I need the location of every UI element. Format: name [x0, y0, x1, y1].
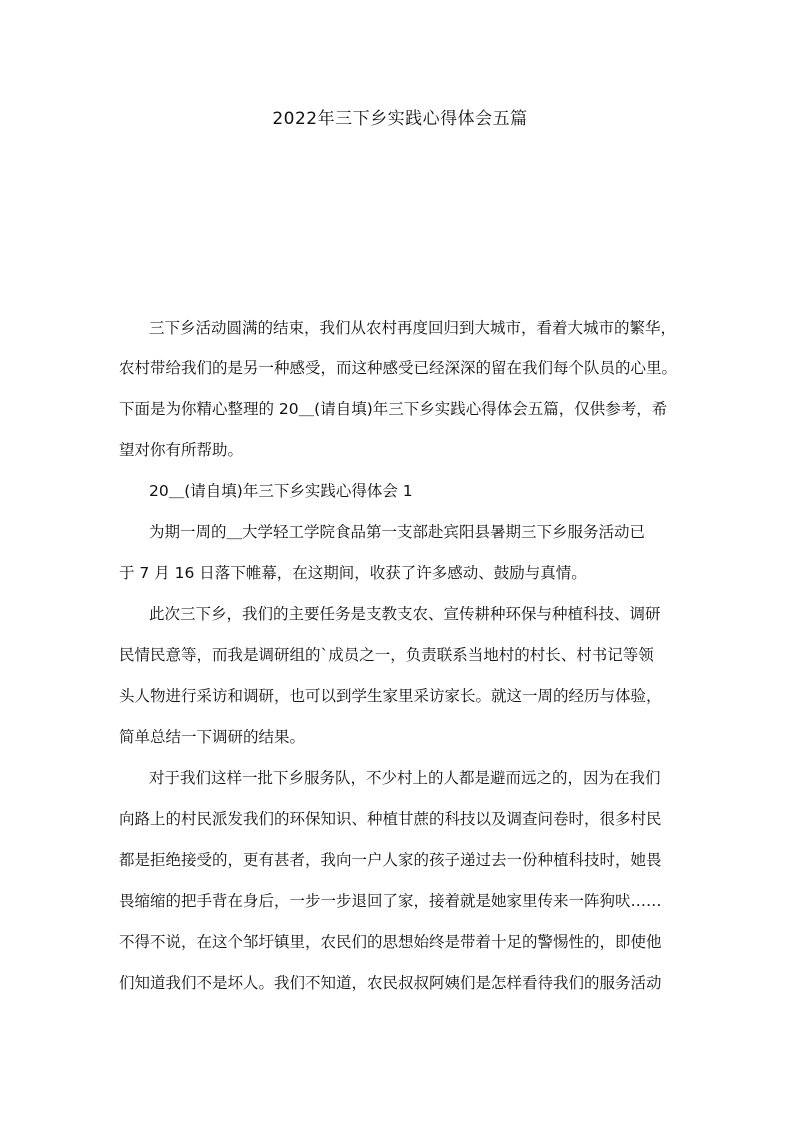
- paragraph-line: 向路上的村民派发我们的环保知识、种植甘蔗的科技以及调查问卷时，很多村民: [119, 810, 662, 828]
- paragraph-line: 为期一周的＿大学轻工学院食品第一支部赴宾阳县暑期三下乡服务活动已: [149, 523, 646, 541]
- paragraph-line: 农村带给我们的是另一种感受，而这种感受已经深深的留在我们每个队员的心里。: [119, 359, 678, 377]
- paragraph-line: 望对你有所帮助。: [119, 441, 244, 459]
- paragraph-line: 此次三下乡，我们的主要任务是支教支农、宣传耕种环保与种植科技、调研: [149, 605, 661, 623]
- paragraph-line: 不得不说，在这个邹圩镇里，农民们的思想始终是带着十足的警惕性的，即使他: [119, 933, 662, 951]
- paragraph-line: 都是拒绝接受的，更有甚者，我向一户人家的孩子递过去一份种植科技时，她畏: [119, 851, 662, 869]
- paragraph-line: 下面是为你精心整理的 20＿(请自填)年三下乡实践心得体会五篇，仅供参考，希: [119, 400, 668, 418]
- paragraph-line: 三下乡活动圆满的结束，我们从农村再度回归到大城市，看着大城市的繁华，: [149, 319, 677, 337]
- paragraph-line: 畏缩缩的把手背在身后，一步一步退回了家，接着就是她家里传来一阵狗吠……: [119, 892, 662, 910]
- paragraph-line: 们知道我们不是坏人。我们不知道，农民叔叔阿姨们是怎样看待我们的服务活动: [119, 974, 662, 992]
- document-title: 2022年三下乡实践心得体会五篇: [272, 109, 528, 129]
- paragraph-line: 于 7 月 16 日落下帷幕，在这期间，收获了许多感动、鼓励与真情。: [119, 564, 587, 582]
- paragraph-line: 对于我们这样一批下乡服务队，不少村上的人都是避而远之的，因为在我们: [149, 769, 661, 787]
- paragraph-line: 民情民意等，而我是调研组的`成员之一，负责联系当地村的村长、村书记等领: [119, 646, 654, 664]
- paragraph-line: 头人物进行采访和调研，也可以到学生家里采访家长。就这一周的经历与体验，: [119, 687, 662, 705]
- section-heading: 20＿(请自填)年三下乡实践心得体会 1: [149, 482, 413, 500]
- paragraph-line: 简单总结一下调研的结果。: [119, 728, 306, 746]
